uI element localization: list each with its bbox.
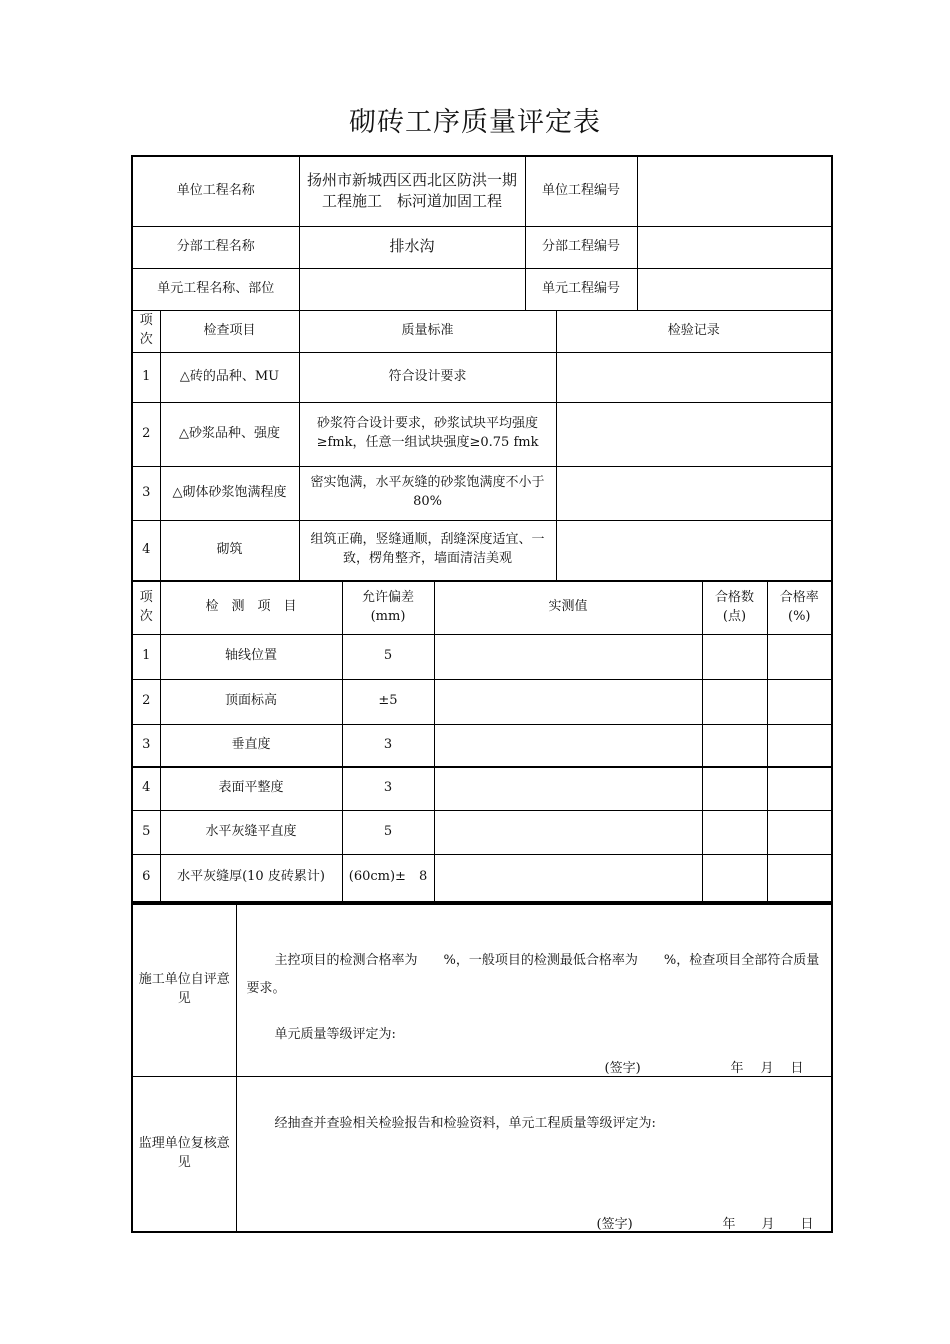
table-row bbox=[132, 854, 832, 902]
row-record[interactable] bbox=[556, 466, 832, 520]
row-pass-rate[interactable] bbox=[767, 724, 832, 767]
table-row bbox=[132, 679, 832, 724]
col-standard-header: 质量标准 bbox=[299, 310, 556, 352]
row-pass-count[interactable] bbox=[702, 634, 767, 679]
row-item: △砌体砂浆饱满程度 bbox=[160, 466, 299, 520]
element-no-label: 单元工程编号 bbox=[525, 268, 637, 310]
sub-project-no-label: 分部工程编号 bbox=[525, 226, 637, 268]
supervision-text: 经抽查并查验相关检验报告和检验资料，单元工程质量等级评定为: bbox=[274, 1115, 656, 1131]
row-no: 4 bbox=[132, 767, 160, 810]
self-eval-label: 施工单位自评意见 bbox=[132, 904, 236, 1076]
row-item: 顶面标高 bbox=[160, 679, 342, 724]
row-item: 表面平整度 bbox=[160, 767, 342, 810]
row-no: 1 bbox=[132, 634, 160, 679]
row-item: 水平灰缝平直度 bbox=[160, 810, 342, 854]
row-no: 3 bbox=[132, 466, 160, 520]
row-item: 水平灰缝厚(10 皮砖累计) bbox=[160, 854, 342, 902]
row-item: △砖的品种、MU bbox=[160, 352, 299, 402]
row-pass-count[interactable] bbox=[702, 767, 767, 810]
row-no: 5 bbox=[132, 810, 160, 854]
supervision-row bbox=[132, 1076, 832, 1232]
row-measured[interactable] bbox=[434, 767, 702, 810]
row-tolerance: 5 bbox=[342, 634, 434, 679]
row-item: 轴线位置 bbox=[160, 634, 342, 679]
row-standard: 砂浆符合设计要求，砂浆试块平均强度≥fmk，任意一组试块强度≥0.75 fmk bbox=[299, 402, 556, 466]
col-item-header: 检 测 项 目 bbox=[160, 581, 342, 634]
row-measured[interactable] bbox=[434, 724, 702, 767]
row-item: △砂浆品种、强度 bbox=[160, 402, 299, 466]
unit-project-row bbox=[132, 156, 832, 226]
self-eval-date: 年 月 日 bbox=[730, 1061, 806, 1076]
row-record[interactable] bbox=[556, 402, 832, 466]
row-pass-rate[interactable] bbox=[767, 679, 832, 724]
sub-project-value[interactable]: 排水沟 bbox=[299, 226, 525, 268]
self-eval-field[interactable] bbox=[236, 904, 832, 1076]
row-pass-count[interactable] bbox=[702, 679, 767, 724]
unit-project-no-field[interactable] bbox=[637, 156, 832, 226]
table-row bbox=[132, 810, 832, 854]
row-tolerance: 5 bbox=[342, 810, 434, 854]
row-record[interactable] bbox=[556, 520, 832, 581]
col-item-header: 检查项目 bbox=[160, 310, 299, 352]
supervision-date: 年 月 日 bbox=[722, 1216, 814, 1232]
table-row bbox=[132, 767, 832, 810]
table-row bbox=[132, 402, 832, 466]
row-tolerance: ±5 bbox=[342, 679, 434, 724]
self-eval-row bbox=[132, 904, 832, 1076]
row-pass-rate[interactable] bbox=[767, 810, 832, 854]
row-pass-count[interactable] bbox=[702, 854, 767, 902]
measurement-table bbox=[131, 580, 833, 903]
col-no-header: 项次 bbox=[132, 581, 160, 634]
page-title: 砌砖工序质量评定表 bbox=[349, 107, 601, 138]
row-pass-rate[interactable] bbox=[767, 767, 832, 810]
opinion-table bbox=[131, 903, 833, 1233]
supervision-field[interactable] bbox=[236, 1076, 832, 1232]
col-tolerance-header: 允许偏差(mm) bbox=[342, 581, 434, 634]
element-name-label: 单元工程名称、部位 bbox=[132, 268, 299, 310]
col-record-header: 检验记录 bbox=[556, 310, 832, 352]
supervision-sign: (签字) bbox=[596, 1216, 633, 1232]
sub-project-no-field[interactable] bbox=[637, 226, 832, 268]
table-row bbox=[132, 466, 832, 520]
row-no: 3 bbox=[132, 724, 160, 767]
unit-project-label: 单位工程名称 bbox=[132, 156, 299, 226]
element-no-field[interactable] bbox=[637, 268, 832, 310]
table-row bbox=[132, 352, 832, 402]
row-no: 1 bbox=[132, 352, 160, 402]
row-standard: 符合设计要求 bbox=[299, 352, 556, 402]
supervision-label: 监理单位复核意见 bbox=[132, 1076, 236, 1232]
row-measured[interactable] bbox=[434, 810, 702, 854]
row-pass-count[interactable] bbox=[702, 724, 767, 767]
self-eval-sign: (签字) bbox=[604, 1061, 641, 1076]
row-tolerance: (60cm)± 8 bbox=[342, 854, 434, 902]
row-no: 4 bbox=[132, 520, 160, 581]
col-no-header: 项次 bbox=[132, 310, 160, 352]
sub-project-row bbox=[132, 226, 832, 268]
row-tolerance: 3 bbox=[342, 724, 434, 767]
table-row bbox=[132, 634, 832, 679]
col-pass-rate-header: 合格率(%) bbox=[767, 581, 832, 634]
row-standard: 组筑正确，竖缝通顺，刮缝深度适宜、一致，楞角整齐，墙面清洁美观 bbox=[299, 520, 556, 581]
row-no: 6 bbox=[132, 854, 160, 902]
element-row bbox=[132, 268, 832, 310]
element-name-field[interactable] bbox=[299, 268, 525, 310]
table-row bbox=[132, 724, 832, 767]
row-record[interactable] bbox=[556, 352, 832, 402]
row-pass-count[interactable] bbox=[702, 810, 767, 854]
col-pass-count-header: 合格数(点) bbox=[702, 581, 767, 634]
unit-project-no-label: 单位工程编号 bbox=[525, 156, 637, 226]
col-measured-header: 实测值 bbox=[434, 581, 702, 634]
row-pass-rate[interactable] bbox=[767, 634, 832, 679]
table-row bbox=[132, 520, 832, 581]
row-measured[interactable] bbox=[434, 854, 702, 902]
inspection-table bbox=[131, 155, 833, 582]
measurement-header-row bbox=[132, 581, 832, 634]
row-measured[interactable] bbox=[434, 634, 702, 679]
sub-project-label: 分部工程名称 bbox=[132, 226, 299, 268]
row-standard: 密实饱满，水平灰缝的砂浆饱满度不小于 80% bbox=[299, 466, 556, 520]
row-pass-rate[interactable] bbox=[767, 854, 832, 902]
row-no: 2 bbox=[132, 679, 160, 724]
inspection-header-row bbox=[132, 310, 832, 352]
self-eval-text: 主控项目的检测合格率为 %，一般项目的检测最低合格率为 %，检查项目全部符合质量要求。 bbox=[246, 953, 820, 996]
row-tolerance: 3 bbox=[342, 767, 434, 810]
unit-project-value[interactable]: 扬州市新城西区西北区防洪一期工程施工 标河道加固工程 bbox=[299, 156, 525, 226]
row-no: 2 bbox=[132, 402, 160, 466]
self-eval-grade: 单元质量等级评定为: bbox=[274, 1027, 396, 1042]
row-measured[interactable] bbox=[434, 679, 702, 724]
row-item: 砌筑 bbox=[160, 520, 299, 581]
row-item: 垂直度 bbox=[160, 724, 342, 767]
